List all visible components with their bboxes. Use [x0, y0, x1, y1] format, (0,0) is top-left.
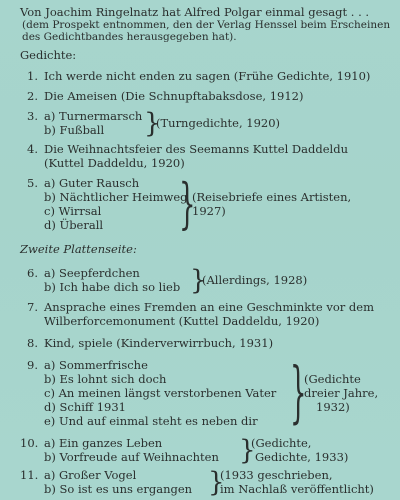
subitem-b: b) So ist es uns ergangen — [44, 482, 193, 496]
item-note-line-1: (Gedichte — [304, 372, 361, 386]
item-note — [192, 190, 351, 218]
subitem-d: d) Schiff 1931 — [44, 400, 126, 414]
item-note-line-1: (Gedichte, — [251, 436, 312, 450]
item-content — [44, 69, 370, 83]
subitem-a: a) Sommerfrische — [44, 358, 148, 372]
item-note-line-2: dreier Jahre, — [304, 386, 379, 400]
item-note: (Allerdings, 1928) — [202, 273, 308, 287]
item-number: 6. — [27, 266, 38, 280]
poem-item-10 — [20, 434, 390, 467]
section-title-side-2: Zweite Plattenseite: — [20, 242, 137, 256]
subitem-b: b) Fußball — [44, 123, 105, 137]
item-number: 4. — [27, 142, 38, 156]
intro-line-2: (dem Prospekt entnommen, den der Verlag Henssel beim Erscheinen — [22, 19, 391, 31]
item-number: 7. — [27, 300, 38, 314]
poem-item-3 — [20, 109, 390, 139]
poem-item-2 — [20, 89, 390, 103]
item-number: 2. — [27, 89, 38, 103]
subitem-b: b) Es lohnt sich doch — [44, 372, 167, 386]
subitem-d: d) Überall — [44, 218, 104, 232]
brace-icon: } — [290, 355, 307, 433]
item-number: 1. — [27, 69, 38, 83]
subitem-b: b) Vorfreude auf Weihnachten — [44, 450, 219, 464]
item-subitems — [44, 358, 276, 428]
item-line: Die Ameisen (Die Schnupftabaksdose, 1912) — [44, 89, 304, 103]
subitem-a: a) Turnermarsch — [44, 109, 143, 123]
item-number: 10. — [20, 436, 39, 450]
subitem-c: c) An meinen längst verstorbenen Vater — [44, 386, 277, 400]
item-note-line-2: Gedichte, 1933) — [255, 450, 349, 464]
subitem-a: a) Großer Vogel — [44, 468, 137, 482]
item-number: 11. — [20, 468, 39, 482]
intro-line-1: Von Joachim Ringelnatz hat Alfred Polgar einmal gesagt . . . — [20, 5, 370, 19]
subitem-a: a) Seepferdchen — [44, 266, 140, 280]
item-subitems — [44, 109, 142, 137]
subitem-a: a) Guter Rausch — [44, 176, 140, 190]
item-note-line-3: 1932) — [316, 400, 350, 414]
brace-icon: } — [190, 264, 207, 297]
subitem-e: e) Und auf einmal steht es neben dir — [44, 414, 258, 428]
item-number: 9. — [27, 358, 38, 372]
item-note — [304, 372, 378, 414]
poem-item-11 — [20, 466, 390, 499]
subitem-a: a) Ein ganzes Leben — [44, 436, 163, 450]
section-title-side-1: Gedichte: — [20, 48, 77, 62]
item-subitems — [44, 266, 180, 294]
subitem-b: b) Ich habe dich so lieb — [44, 280, 181, 294]
item-note — [220, 468, 374, 496]
intro-line-3: des Gedichtbandes herausgegeben hat). — [22, 31, 237, 43]
item-number: 3. — [27, 109, 38, 123]
item-line-2: Wilberforcemonument (Kuttel Daddeldu, 1920) — [44, 314, 320, 328]
subitem-c: c) Wirrsal — [44, 204, 102, 218]
item-note-line-1: (Reisebriefe eines Artisten, — [192, 190, 352, 204]
poem-item-8 — [20, 336, 390, 350]
item-number: 5. — [27, 176, 38, 190]
item-content — [44, 336, 273, 350]
item-note-line-1: (1933 geschrieben, — [220, 468, 333, 482]
item-subitems — [44, 468, 192, 496]
poem-item-6 — [20, 264, 390, 297]
item-note-line-2: 1927) — [192, 204, 226, 218]
item-line-1: Die Weihnachtsfeier des Seemanns Kuttel Daddeldu — [44, 142, 348, 156]
brace-icon: } — [208, 466, 225, 499]
item-note: (Turngedichte, 1920) — [156, 116, 281, 130]
intro-block — [20, 5, 396, 43]
brace-icon: } — [144, 107, 161, 140]
item-note-line-2: im Nachlaß veröffentlicht) — [220, 482, 374, 496]
item-note — [251, 436, 348, 464]
item-line: Ich werde nicht enden zu sagen (Frühe Gedichte, 1910) — [44, 69, 371, 83]
item-subitems — [44, 436, 219, 464]
item-line: Kind, spiele (Kinderverwirrbuch, 1931) — [44, 336, 274, 350]
item-number: 8. — [27, 336, 38, 350]
poem-item-1 — [20, 69, 390, 83]
brace-icon: } — [179, 173, 196, 237]
brace-icon: } — [239, 434, 256, 467]
item-content — [44, 300, 374, 328]
item-line-1: Ansprache eines Fremden an eine Geschminkte vor dem — [44, 300, 375, 314]
item-content — [44, 142, 348, 170]
poem-item-5 — [20, 173, 390, 237]
subitem-b: b) Nächtlicher Heimweg — [44, 190, 188, 204]
item-line-2: (Kuttel Daddeldu, 1920) — [44, 156, 185, 170]
poem-item-9 — [20, 355, 390, 433]
poem-item-4 — [20, 142, 390, 170]
item-content — [44, 89, 303, 103]
item-subitems — [44, 176, 187, 232]
poem-item-7 — [20, 300, 390, 328]
